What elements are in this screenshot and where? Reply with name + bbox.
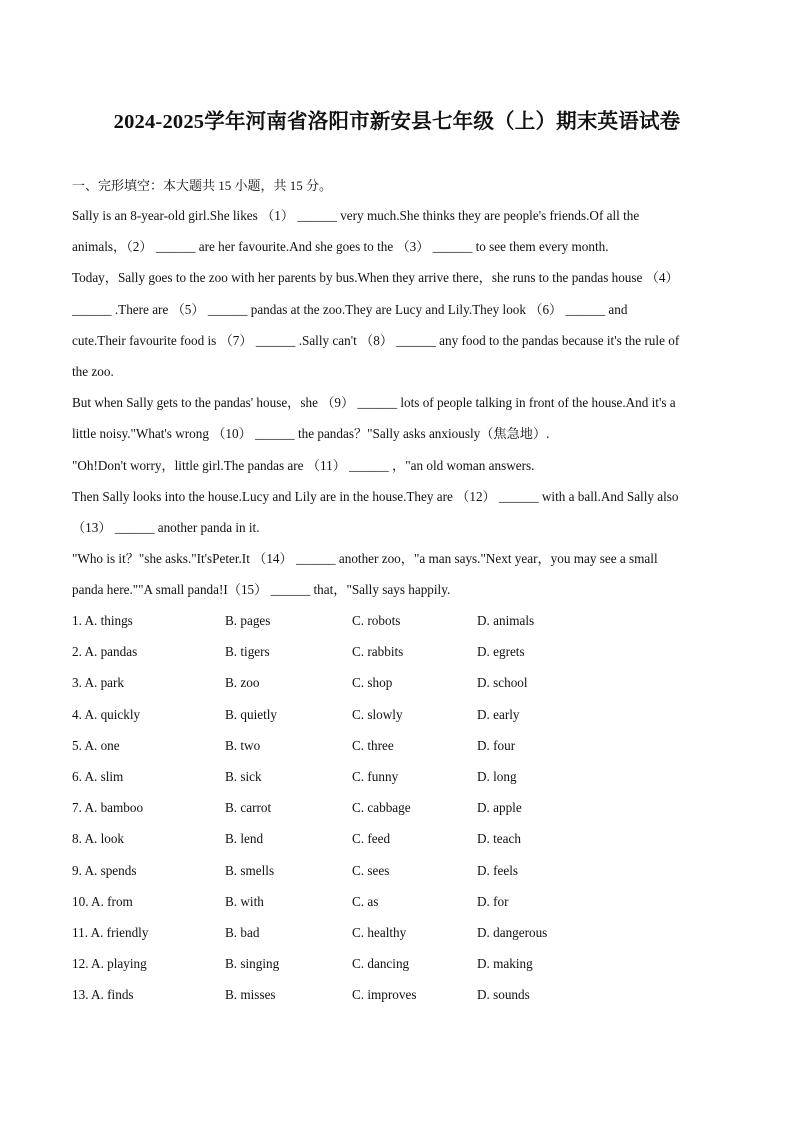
question-row bbox=[72, 917, 722, 948]
option-d: D. feels bbox=[477, 862, 519, 878]
option-b: B. misses bbox=[225, 987, 276, 1003]
option-a: 12. A. playing bbox=[72, 956, 147, 972]
option-c: C. shop bbox=[352, 675, 393, 691]
question-row bbox=[72, 948, 722, 979]
option-a: 1. A. things bbox=[72, 613, 133, 628]
passage-line: animals，（2） ______ are her favourite.And she goes to the （3） ______ to see them every month. bbox=[72, 239, 609, 255]
option-b: B. two bbox=[225, 737, 261, 753]
option-b: B. singing bbox=[225, 956, 280, 972]
option-a: 3. A. park bbox=[72, 675, 125, 691]
option-b: B. zoo bbox=[225, 675, 260, 691]
option-d: D. teach bbox=[477, 831, 521, 847]
option-b: B. with bbox=[225, 893, 264, 909]
option-d: D. animals bbox=[477, 613, 535, 628]
option-d: D. school bbox=[477, 675, 528, 691]
option-c: C. funny bbox=[352, 768, 399, 784]
option-a: 2. A. pandas bbox=[72, 644, 138, 660]
option-b: B. lend bbox=[225, 831, 264, 847]
option-b: B. sick bbox=[225, 768, 262, 784]
option-c: C. robots bbox=[352, 613, 401, 628]
option-c: C. three bbox=[352, 737, 394, 753]
passage-line: ______ .There are （5） ______ pandas at the zoo.They are Lucy and Lily.They look （6） ______ and bbox=[72, 301, 628, 317]
option-c: C. cabbage bbox=[352, 800, 411, 816]
passage-line: （13） ______ another panda in it. bbox=[72, 520, 260, 536]
option-c: C. feed bbox=[352, 831, 391, 847]
options-list bbox=[72, 605, 722, 1010]
option-a: 11. A. friendly bbox=[72, 924, 149, 940]
question-row bbox=[72, 886, 722, 917]
option-d: D. dangerous bbox=[477, 924, 548, 940]
option-c: C. rabbits bbox=[352, 644, 404, 660]
passage-line: But when Sally gets to the pandas' house，she （9） ______ lots of people talking in front of the house.And it's a bbox=[72, 395, 676, 411]
passage-line: the zoo. bbox=[72, 364, 114, 380]
option-c: C. sees bbox=[352, 862, 390, 878]
question-row bbox=[72, 761, 722, 792]
passage-line: panda here.""A small panda!I（15） ______ that，"Sally says happily. bbox=[72, 582, 451, 598]
question-row bbox=[72, 855, 722, 886]
page-title: 2024-2025学年河南省洛阳市新安县七年级（上）期末英语试卷 bbox=[113, 111, 681, 133]
question-row bbox=[72, 979, 722, 1010]
question-row bbox=[72, 730, 722, 761]
option-a: 5. A. one bbox=[72, 737, 120, 753]
option-b: B. pages bbox=[225, 613, 271, 628]
option-c: C. improves bbox=[352, 987, 417, 1003]
option-d: D. egrets bbox=[477, 644, 525, 660]
option-a: 9. A. spends bbox=[72, 862, 137, 878]
passage-line: "Who is it？"she asks."It'sPeter.It （14） ______ another zoo，"a man says."Next year，you may see a small bbox=[72, 551, 658, 567]
question-row bbox=[72, 792, 722, 823]
option-d: D. four bbox=[477, 737, 516, 753]
option-a: 8. A. look bbox=[72, 831, 125, 847]
option-b: B. quietly bbox=[225, 706, 278, 722]
option-c: C. dancing bbox=[352, 956, 410, 972]
option-d: D. apple bbox=[477, 800, 522, 816]
cloze-passage bbox=[72, 200, 722, 606]
option-a: 6. A. slim bbox=[72, 768, 124, 784]
option-c: C. slowly bbox=[352, 706, 403, 722]
passage-line: "Oh!Don't worry，little girl.The pandas are （11） ______ ，"an old woman answers. bbox=[72, 457, 535, 473]
option-a: 7. A. bamboo bbox=[72, 800, 144, 816]
option-d: D. sounds bbox=[477, 987, 530, 1003]
option-d: D. long bbox=[477, 768, 517, 784]
passage-line: little noisy."What's wrong （10） ______ the pandas？"Sally asks anxiously（焦急地）. bbox=[72, 426, 550, 442]
option-a: 13. A. finds bbox=[72, 987, 134, 1003]
passage-line: Sally is an 8-year-old girl.She likes （1） ______ very much.She thinks they are people's friends.Of all the bbox=[72, 208, 640, 223]
passage-line: Then Sally looks into the house.Lucy and Lily are in the house.They are （12） ______ with a ball.And Sally also bbox=[72, 488, 679, 504]
option-b: B. carrot bbox=[225, 800, 272, 816]
question-row bbox=[72, 823, 722, 854]
passage-line: Today，Sally goes to the zoo with her parents by bus.When they arrive there，she runs to the pandas house （4） bbox=[72, 270, 679, 286]
option-a: 10. A. from bbox=[72, 893, 133, 909]
section-heading: 一、完形填空：本大题共 15 小题，共 15 分。 bbox=[72, 178, 333, 193]
question-row bbox=[72, 636, 722, 667]
option-d: D. making bbox=[477, 956, 533, 972]
question-row bbox=[72, 667, 722, 698]
option-b: B. smells bbox=[225, 862, 275, 878]
passage-line: cute.Their favourite food is （7） ______ .Sally can't （8） ______ any food to the pandas because it's the rule of bbox=[72, 332, 680, 348]
option-b: B. bad bbox=[225, 924, 260, 940]
option-d: D. early bbox=[477, 706, 520, 722]
option-c: C. healthy bbox=[352, 924, 407, 940]
option-d: D. for bbox=[477, 893, 509, 909]
option-a: 4. A. quickly bbox=[72, 706, 141, 722]
option-b: B. tigers bbox=[225, 644, 270, 660]
question-row bbox=[72, 605, 722, 636]
question-row bbox=[72, 699, 722, 730]
option-c: C. as bbox=[352, 893, 379, 909]
